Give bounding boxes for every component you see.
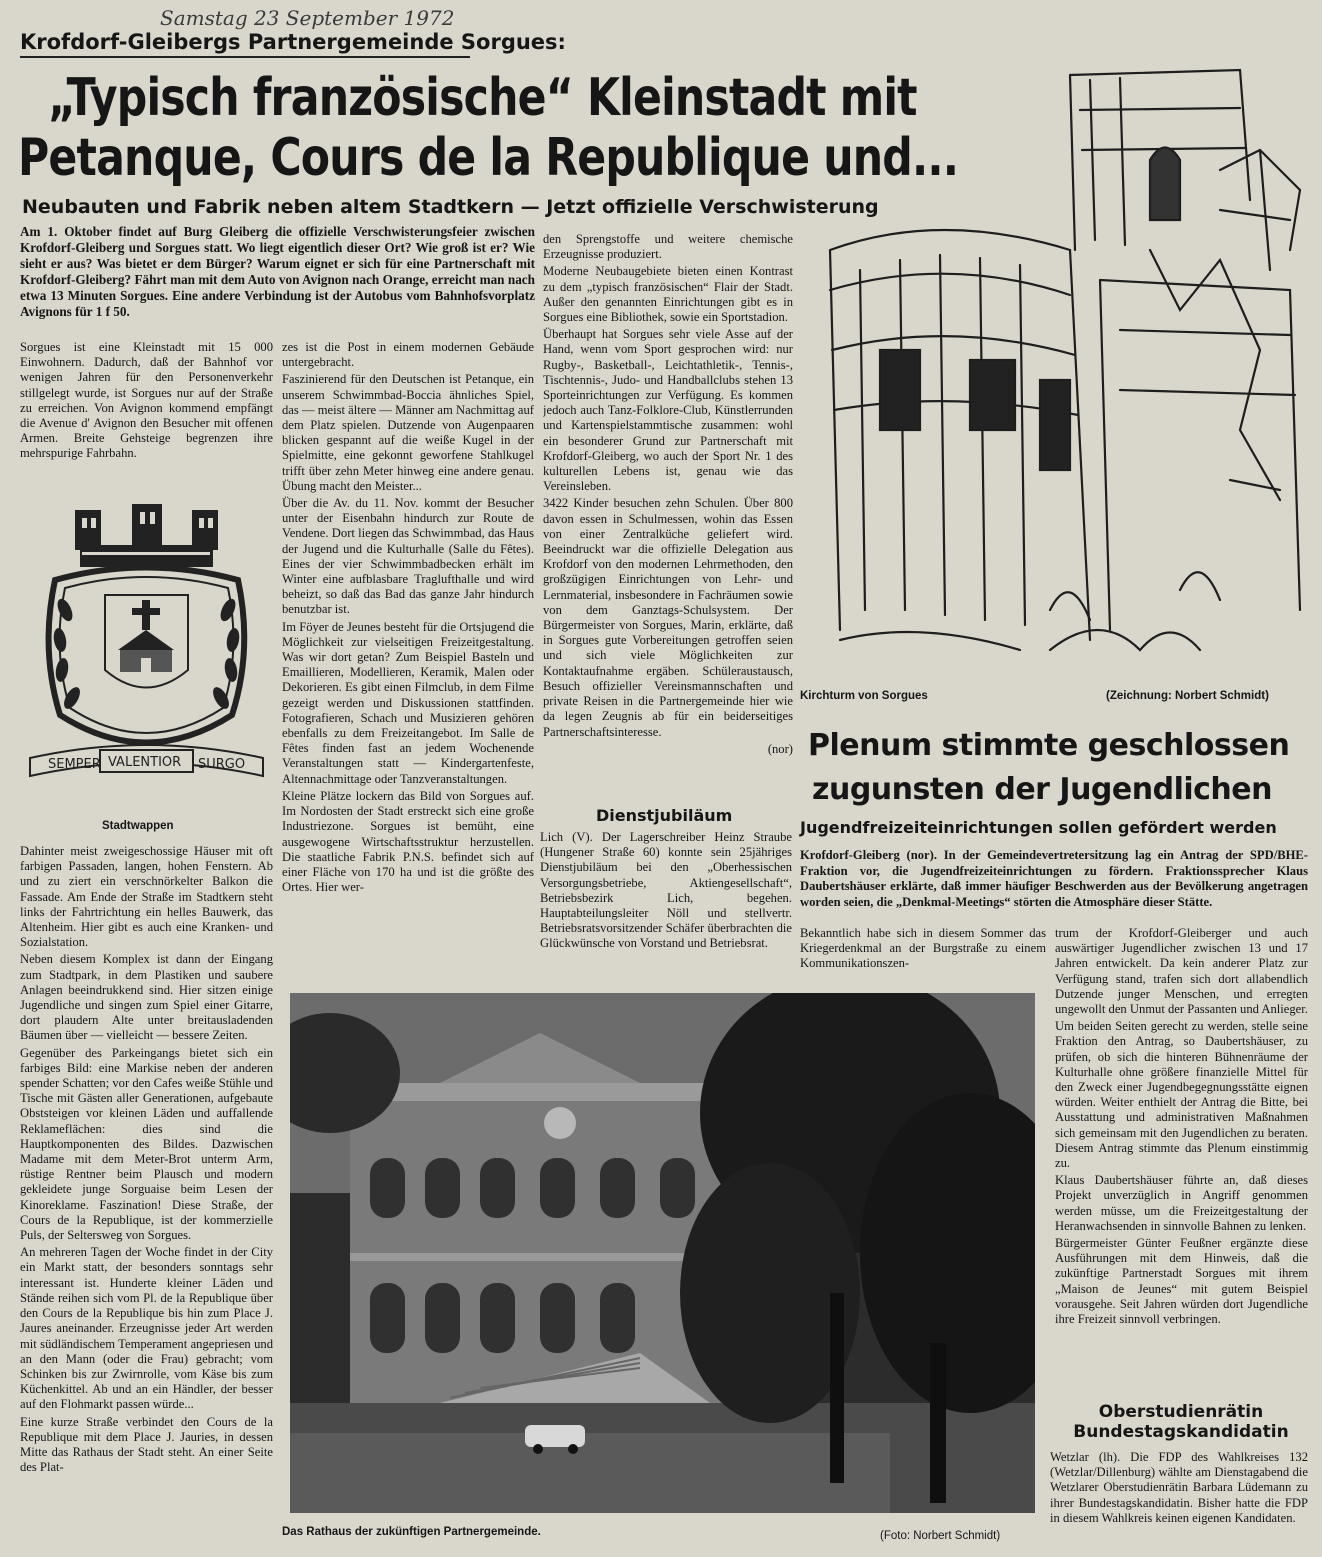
paragraph: Um beiden Seiten gerecht zu werden, stelle seine Fraktion den Antrag, so Daubertshäuser, zu prüfen, ob sich die hinteren Bühnenräume der Kulturhalle ohne größere finanzielle Mittel für den Zweck einer Jugendbegegnungsstätte eignen würden. Weiter enthielt der Antrag die Bitte, bei Ausstattung und administrativen Maßnahmen sich gemeinsam mit den Jugendlichen zu beraten. Diesem Antrag stimmte das Plenum einstimmig zu. bbox=[1055, 1019, 1308, 1171]
drawing-caption-right: (Zeichnung: Norbert Schmidt) bbox=[1106, 690, 1269, 702]
headline-line-2: Petanque, Cours de la Republique und... bbox=[18, 128, 959, 188]
column-1-top bbox=[20, 340, 273, 470]
paragraph: An mehreren Tagen der Woche findet in der City ein Markt statt, der besonders sonntags sehr interessant ist. Hunderte kleiner Läden und Stände reihen sich vom Pl. de la Republique über den Cours de la Republique bis hin zum Place J. Jaures aneinander. Erzeugnisse jeder Art werden mit südländischem Temperament angepriesen und an den Mann (oder die Frau) gebracht; vom Schinken bis zur Zwirnrolle, vom Käse bis zum Küchenkittel. Ab und an ein Händler, der besser auf den Flohmarkt passen würde... bbox=[20, 1245, 273, 1412]
coat-of-arms-graphic bbox=[20, 500, 273, 800]
paragraph: Gegenüber des Parkeingangs bietet sich ein farbiges Bild: eine Markise neben der anderen spender Schatten; vor den Cafes weiße Stühle und Tische mit Gästen aller Generationen, aufgebaute Obststeigen vor kleinen Läden und auffallende Reklameflächen: dies sind die Hauptkomponenten des Bildes. Dazwischen Madame mit dem Meter-Brot unterm Arm, rüstige Rentner beim Plausch und modern gekleidete junge Sorguaise beim Lesen der Kinoreklame. Faszination! Diese Straße, der Cours de la Republique, ist der kommerzielle Puls, der Seltersweg von Sorgues. bbox=[20, 1045, 273, 1243]
paragraph: Wetzlar (lh). Die FDP des Wahlkreises 132 (Wetzlar/Dillenburg) wählte am Dienstagabend die Wetzlarer Oberstudienrätin Barbara Lüdemann zu ihrer Bundestagskandidatin. Bisher hatte die FDP in diesem Wahlkreis keinen eigenen Kandidaten. bbox=[1050, 1450, 1308, 1525]
paragraph: Faszinierend für den Deutschen ist Petanque, ein unserem Schwimmbad-Boccia ähnliches Spiel, das — meist ältere — Männer am Nachmittag auf dem Platz spielen. Dutzende von Augenpaaren blicken gespannt auf die weiße Kugel in der Spielmitte, eine gekonnt geworfene Stahlkugel trifft über zehn Meter hinweg eine andere genau. Übung macht den Meister... bbox=[282, 372, 534, 493]
motto-center: VALENTIOR bbox=[108, 755, 182, 770]
paragraph: zes ist die Post in einem modernen Gebäude untergebracht. bbox=[282, 340, 534, 370]
paragraph: den Sprengstoffe und weitere chemische Erzeugnisse produziert. bbox=[543, 232, 793, 262]
photo-caption-left: Das Rathaus der zukünftigen Partnergemeinde. bbox=[282, 1526, 541, 1538]
coat-of-arms-caption: Stadtwappen bbox=[102, 820, 174, 832]
ober-title-line-1: Oberstudienrätin bbox=[1098, 1402, 1264, 1422]
column-2 bbox=[282, 340, 534, 970]
byline: (nor) bbox=[767, 741, 793, 756]
paragraph: Im Föyer de Jeunes besteht für die Ortsjugend die Möglichkeit zur vielseitigen Freizeitgestaltung. Was wir dort getan? Zum Beispiel Basteln und Emaillieren, Modellieren, Keramik, Malen oder Dekorieren. Es gibt einen Filmclub, in dem Filme gezeigt werden und Diskussionen stattfinden. Fotografieren, Schach und Musizieren gehören ebenfalls zu dem Freizeitangebot. Im Salle de Fêtes finden fast an jedem Wochenende Veranstaltungen statt — Kindergartenfeste, Altennachmittage oder Tanzveranstaltungen. bbox=[282, 619, 534, 786]
handwritten-date: Samstag 23 September 1972 bbox=[160, 6, 455, 30]
column-1-bottom bbox=[20, 844, 273, 1554]
town-hall-photo-graphic bbox=[290, 993, 1035, 1513]
drawing-caption-left: Kirchturm von Sorgues bbox=[800, 690, 928, 702]
subhead: Neubauten und Fabrik neben altem Stadtkern — Jetzt offizielle Verschwisterung bbox=[22, 196, 879, 218]
paragraph: Bekanntlich habe sich in diesem Sommer das Kriegerdenkmal an der Burgstraße zu einem Kommunikationszen- bbox=[800, 926, 1046, 971]
coat-of-arms bbox=[20, 500, 273, 800]
plenum-lead: Krofdorf-Gleiberg (nor). In der Gemeindevertretersitzung lag ein Antrag der SPD/BHE-Fraktion vor, die Jugendfreizeiteinrichtungen zu fördern. Fraktionssprecher Klaus Daubertshäuser erklärte, daß immer häufiger Beschwerden aus der Bevölkerung angetragen worden seien, die „Denkmal-Meetings“ störten die Atmosphäre dieser Stätte. bbox=[800, 848, 1308, 909]
ober-title-line-2: Bundestagskandidatin bbox=[1073, 1422, 1289, 1442]
kicker: Krofdorf-Gleibergs Partnergemeinde Sorgues: bbox=[20, 30, 566, 54]
paragraph: Dahinter meist zweigeschossige Häuser mit oft farbigen Passaden, langen, hohen Fenstern. Ab und zu ziert ein verschnörkelter Balkon die Fassade. Am Ende der Straße im Stadtkern steht links der Fahrtrichtung ein helles Bauwerk, das Altenheim. Hier gibt es auch eine Kranken- und Sozialstation. bbox=[20, 844, 273, 950]
plenum-column-b bbox=[1055, 926, 1308, 1386]
church-drawing bbox=[820, 50, 1310, 670]
church-tower-sketch bbox=[820, 50, 1310, 670]
paragraph: Lich (V). Der Lagerschreiber Heinz Straube (Hungener Straße 60) konnte sein 25jähriges Dienstjubiläum bei den „Oberhessischen Versorgungsbetriebe, Aktiengesellschaft“, Betriebsbezirk Lich, begehen. Hauptabteilungsleiter Nöll und stellvertr. Betriebsratsvorsitzender Schäfer überbrachten die Glückwünsche von Vorstand und Betriebsrat. bbox=[540, 830, 792, 951]
paragraph: Überhaupt hat Sorgues sehr viele Asse auf der Hand, wenn vom Sport gesprochen wird: nur Rugby-, Basketball-, Leichtathletik-, Tennis-, Tischtennis-, Judo- und Handballclubs stehen 13 Sporteinrichtungen zur Verfügung. Es kommen jedoch auch Tanz-Folklore-Club, Künstlerrunden und Kartenspielstammtische zusammen: wohl ein besonderer Grund zur Partnerschaft mit Krofdorf-Gleiberg, wo auch der Sport Nr. 1 des kulturellen Lebens ist, genau wie das Vereinsleben. bbox=[543, 327, 793, 494]
paragraph: Klaus Daubertshäuser führte an, daß dieses Projekt unverzüglich in Angriff genommen werden müsse, um die Freizeitgestaltung der Heranwachsenden in sinnvolle Bahnen zu lenken. bbox=[1055, 1173, 1308, 1233]
paragraph: Kleine Plätze lockern das Bild von Sorgues auf. Im Nordosten der Stadt erstreckt sich eine große Industriezone. Sorgues ist bemüht, eine ausgewogene Wirtschaftsstruktur herzustellen. Die staatliche Fabrik P.N.S. befindet sich auf einer Fläche von 170 ha und ist die größte des Ortes. Hier wer- bbox=[282, 788, 534, 895]
plenum-title-line-1: Plenum stimmte geschlossen bbox=[808, 728, 1290, 763]
dienst-text bbox=[540, 830, 792, 970]
ober-text bbox=[1050, 1450, 1308, 1555]
paragraph: Bürgermeister Günter Feußner ergänzte diese Ausführungen mit dem Hinweis, daß die zukünftige Partnerstadt Sorgues mit ihrem „Maison de Jeunes“ mit gutem Beispiel vorausgehe. Seit Jahren würden dort Jugendliche ihre Freizeit sinnvoll verbringen. bbox=[1055, 1236, 1308, 1327]
headline-line-1: „Typisch französische“ Kleinstadt mit bbox=[48, 68, 917, 128]
kicker-underline bbox=[20, 56, 470, 58]
paragraph: Moderne Neubaugebiete bieten einen Kontrast zu dem „typisch französischen“ Flair der Stadt. Außer den genannten Einrichtungen gibt es in Sorgues eine Bibliothek, sowie ein Sportstadion. bbox=[543, 264, 793, 325]
paragraph: 3422 Kinder besuchen zehn Schulen. Über 800 davon essen in Schulmessen, wohin das Essen von einer Zentralküche geliefert wird. Beeindruckt war die offizielle Delegation aus Krofdorf von den modernen Lehrmethoden, den großzügigen Einrichtungen von Lehr- und Lernmaterial, insbesondere in Fachräumen sowie von dem Ganztags-Schulsystem. Der Bürgermeister von Sorgues, Marin, erklärte, daß in Sorgues gute Vorbereitungen getroffen seien und sich viele Möglichkeiten zur Kontaktaufnahme ergäben. Schüleraustausch, Besuch offizieller Vereinsmannschaften und private Reisen in die Partnergemeinde hier wie da legen Zeugnis ab für ein beiderseitiges Partnerschaftsinteresse. bbox=[543, 496, 793, 739]
column-3 bbox=[543, 232, 793, 798]
motto-left: SEMPER bbox=[48, 757, 101, 772]
paragraph: trum der Krofdorf-Gleiberger und auch auswärtiger Jugendlicher zwischen 13 und 17 Jahren entwickelt. Da kein anderer Platz zur Verfügung stand, trafen sich dort allabendlich Dutzende junger Menschen, und erregten ungewollt den Unmut der Passanten und Anlieger. bbox=[1055, 926, 1308, 1017]
paragraph: Eine kurze Straße verbindet den Cours de la Republique mit dem Place J. Jauries, in dessen Mitte das Rathaus der Stadt steht. An einer Seite des Plat- bbox=[20, 1414, 273, 1475]
paragraph: Über die Av. du 11. Nov. kommt der Besucher unter der Eisenbahn hindurch zur Route de Vendene. Dort liegen das Schwimmbad, das Haus der Jugend und die Kulturhalle (Salle du Fêtes). Eines der vier Schwimmbadbecken erhält im Winter eine aufblasbare Traglufthalle und wird beheizt, so daß das Bad das ganze Jahr hindurch benutzbar ist. bbox=[282, 496, 534, 617]
plenum-column-a bbox=[800, 926, 1046, 986]
plenum-subhead: Jugendfreizeiteinrichtungen sollen gefördert werden bbox=[800, 818, 1277, 837]
paragraph: Neben diesem Komplex ist dann der Eingang zum Stadtpark, in dem Plastiken und saubere Anlagen beeindrukkend sind. Hier sitzen einige Jugendliche und singen zum Spiel einer Gitarre, dort plaudern Alte unter breitausladenden Bäumen über — vielleicht — bessere Zeiten. bbox=[20, 952, 273, 1043]
motto-right: SURGO bbox=[198, 757, 246, 772]
paragraph: Sorgues ist eine Kleinstadt mit 15 000 Einwohnern. Dadurch, daß der Bahnhof vor wenigen Jahren für den Personenverkehr stillgelegt wurde, ist Sorgues nur auf der Straße zu erreichen. Von Avignon kommend empfängt die Avenue d' Avignon den Besucher mit offenen Armen. Breite Gehsteige begrenzen ihre mehrspurige Fahrbahn. bbox=[20, 340, 273, 461]
photo-caption-right: (Foto: Norbert Schmidt) bbox=[880, 1530, 1001, 1542]
lead-paragraph: Am 1. Oktober findet auf Burg Gleiberg die offizielle Verschwisterungsfeier zwischen Krofdorf-Gleiberg und Sorgues statt. Wo liegt eigentlich dieser Ort? Wie groß ist er? Wie sieht er aus? Was bietet er dem Bürger? Warum eignet er sich für eine Partnerschaft mit Krofdorf-Gleiberg? Fährt man mit dem Auto von Avignon nach Orange, erreicht man nach etwa 13 Minuten Sorgues. Eine andere Verbindung ist der Autobus vom Bahnhofsvorplatz Avignons für 1 f 50. bbox=[20, 224, 535, 319]
plenum-title-line-2: zugunsten der Jugendlichen bbox=[812, 772, 1272, 807]
town-hall-photo bbox=[290, 993, 1035, 1513]
dienst-title: Dienstjubiläum bbox=[596, 806, 733, 825]
